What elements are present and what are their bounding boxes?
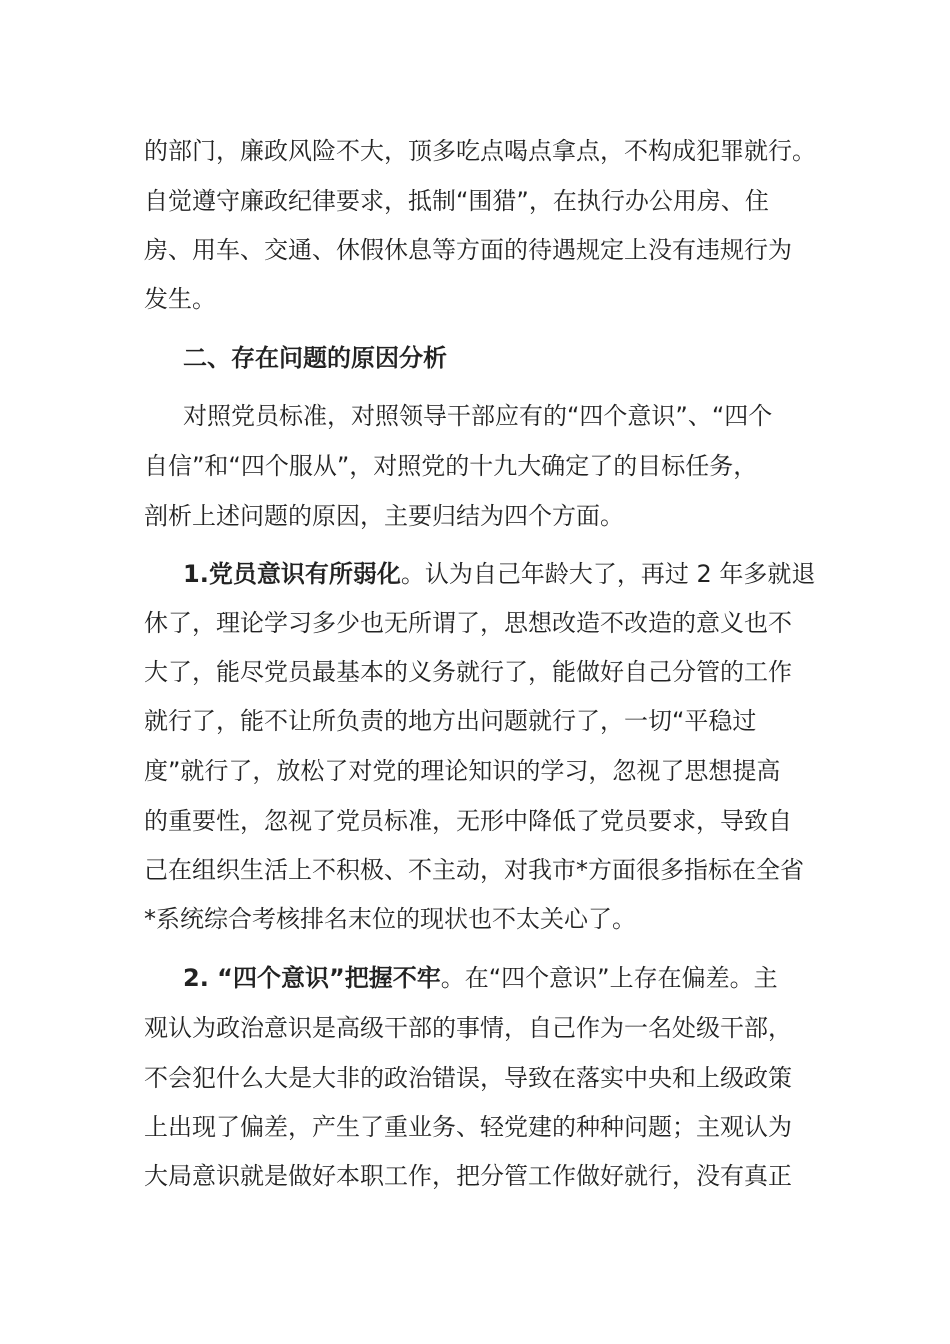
text-line: 己在组织生活上不积极、不主动，对我市*方面很多指标在全省 bbox=[144, 856, 804, 884]
text-line: 自信”和“四个服从”，对照党的十九大确定了的目标任务， bbox=[144, 452, 758, 480]
text-line: 度”就行了，放松了对党的理论知识的学习，忽视了思想提高 bbox=[144, 757, 781, 785]
section-heading: 二、存在问题的原因分析 bbox=[183, 344, 447, 372]
text-line: 不会犯什么大是大非的政治错误，导致在落实中央和上级政策 bbox=[144, 1064, 792, 1092]
text-line: 大局意识就是做好本职工作，把分管工作做好就行，没有真正 bbox=[144, 1162, 792, 1190]
text-line: 就行了，能不让所负责的地方出问题就行了，一切“平稳过 bbox=[144, 707, 757, 735]
paragraph-lead-heading: 1.党员意识有所弱化 bbox=[183, 560, 401, 588]
text-line: 剖析上述问题的原因，主要归结为四个方面。 bbox=[144, 502, 624, 530]
text-line: 发生。 bbox=[144, 285, 216, 313]
text-line: 大了，能尽党员最基本的义务就行了，能做好自己分管的工作 bbox=[144, 658, 792, 686]
text-line: 休了，理论学习多少也无所谓了，思想改造不改造的意义也不 bbox=[144, 609, 792, 637]
paragraph-lead-line bbox=[183, 559, 815, 589]
text-line: 对照党员标准，对照领导干部应有的“四个意识”、“四个 bbox=[183, 402, 773, 430]
text-line: 自觉遵守廉政纪律要求，抵制“围猎”，在执行办公用房、住 bbox=[144, 187, 769, 215]
text-line: *系统综合考核排名末位的现状也不太关心了。 bbox=[144, 905, 636, 933]
text-line: 房、用车、交通、休假休息等方面的待遇规定上没有违规行为 bbox=[144, 236, 792, 264]
text-line: 的重要性，忽视了党员标准，无形中降低了党员要求，导致自 bbox=[144, 807, 792, 835]
paragraph-lead-heading: 2. “四个意识”把握不牢 bbox=[183, 964, 441, 992]
text-line: 的部门，廉政风险不大，顶多吃点喝点拿点，不构成犯罪就行。 bbox=[144, 137, 816, 165]
text-line: 观认为政治意识是高级干部的事情，自己作为一名处级干部， bbox=[144, 1014, 792, 1042]
paragraph-lead-text: 。在“四个意识”上存在偏差。主 bbox=[440, 964, 778, 992]
text-line: 上出现了偏差，产生了重业务、轻党建的种种问题；主观认为 bbox=[144, 1113, 792, 1141]
paragraph-lead-line bbox=[183, 963, 778, 993]
paragraph-lead-text: 。认为自己年龄大了，再过 2 年多就退 bbox=[400, 560, 816, 588]
